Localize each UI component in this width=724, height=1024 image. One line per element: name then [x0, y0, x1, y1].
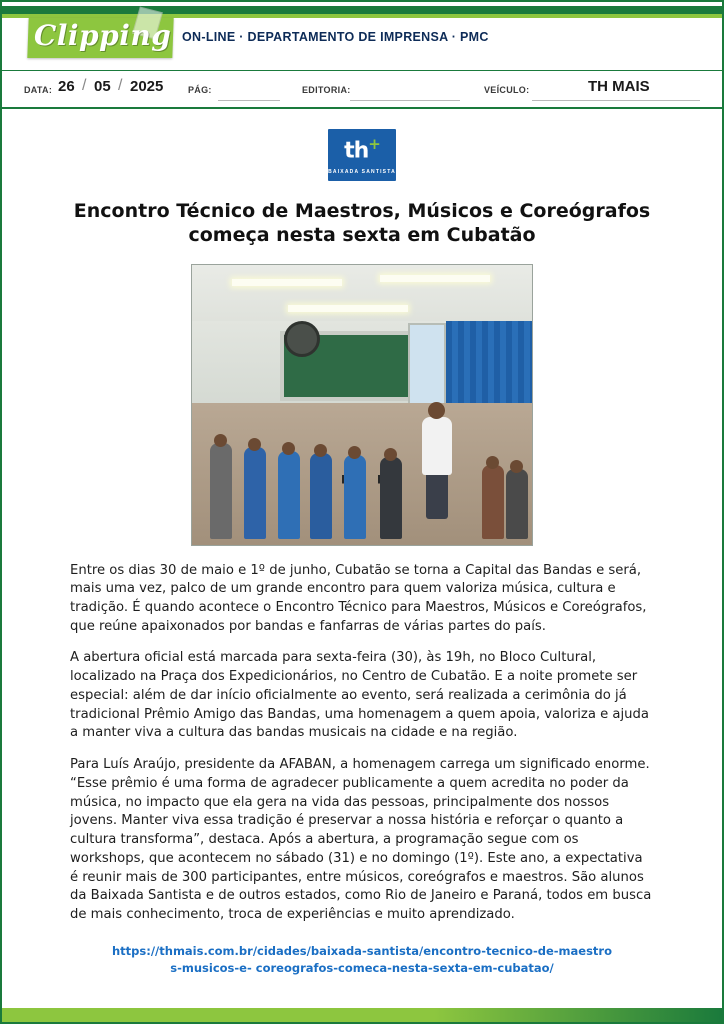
footer-gradient: [2, 1008, 722, 1022]
article-paragraph: Para Luís Araújo, presidente da AFABAN, a homenagem carrega um significado enorme. “Esse prêmio é uma forma de agradecer publicamente a quem acredita no poder da música, no impacto que ela gera na vida das pessoas, principalmente dos nossos jovens. Manter viva essa tradição é preservar a nossa história e reforçar o quanto a cultura transforma”, destaca. Após a abertura, a programação segue com os workshops, que acontecem no sábado (31) e no domingo (1º). Este ano, a expectativa é reunir mais de 300 participantes, entre músicos, coreógrafos e maestros. São alunos da Baixada Santista e de outros estados, como Rio de Janeiro e Paraná, todos em busca de mais conhecimento, troca de experiências e muito aprendizado.: [70, 757, 652, 922]
publication-logo-wrap: [70, 129, 654, 186]
photo-student: [244, 447, 266, 539]
photo-student: [310, 453, 332, 539]
photo-student-head: [248, 438, 261, 451]
photo-conductor-head: [428, 402, 445, 419]
photo-ceiling-light: [380, 275, 490, 282]
veiculo-label: VEÍCULO:: [484, 85, 530, 95]
photo-student: [380, 457, 402, 539]
article-paragraph: A abertura oficial está marcada para sexta-feira (30), às 19h, no Bloco Cultural, localizado na Praça dos Expedicionários, no Centro de Cubatão. E a noite promete ser especial: além de dar início oficialmente ao evento, será realizada a cerimônia do já tradicional Prêmio Amigo das Bandas, uma homenagem a quem apoia, valoriza e ajuda a manter viva a cultura das bandas musicais na cidade e na região.: [70, 650, 649, 741]
date-slash-1: /: [82, 77, 87, 94]
headline-line-1: Encontro Técnico de Maestros, Músicos e Coreógrafos: [73, 200, 651, 222]
th-mais-logo: [328, 129, 396, 181]
date-slash-2: /: [118, 77, 123, 94]
article-headline: [70, 200, 654, 248]
photo-student-head: [282, 442, 295, 455]
article-content: [2, 109, 722, 977]
photo-student: [210, 443, 232, 539]
photo-student: [506, 469, 528, 539]
article-paragraph: Entre os dias 30 de maio e 1º de junho, Cubatão se torna a Capital das Bandas e será, mais uma vez, palco de um grande encontro para quem valoriza música, cultura e tradição. É quando acontece o Encontro Técnico para Maestros, Músicos e Coreógrafos, que reúne apaixonados por bandas e fanfarras de várias partes do país.: [70, 562, 647, 634]
photo-ceiling-light: [232, 279, 342, 286]
logo-plus: +: [368, 135, 380, 153]
source-url-line-1[interactable]: https://thmais.com.br/cidades/baixada-santista/encontro-tecnico-de-maestros-musicos-e-: [112, 943, 612, 975]
photo-student-head: [384, 448, 397, 461]
veiculo-underline: [532, 100, 700, 101]
page-underline: [218, 100, 280, 101]
photo-ceiling-light: [288, 305, 408, 312]
date-year: 2025: [130, 78, 164, 95]
meta-row: [2, 70, 722, 109]
header-department-title: ON-LINE · DEPARTAMENTO DE IMPRENSA · PMC: [182, 30, 489, 44]
clipping-label: Clipping: [34, 19, 172, 52]
photo-fan: [284, 321, 320, 357]
photo-student: [344, 455, 366, 539]
photo-conductor-legs: [426, 471, 448, 519]
photo-conductor-torso: [422, 417, 452, 475]
footer-bar: [2, 1008, 722, 1022]
photo-student-head: [314, 444, 327, 457]
photo-student-head: [348, 446, 361, 459]
photo-student-head: [214, 434, 227, 447]
photo-student: [482, 465, 504, 539]
veiculo-value: TH MAIS: [588, 78, 650, 95]
article-photo: [191, 264, 533, 546]
photo-student-head: [486, 456, 499, 469]
editoria-underline: [350, 100, 460, 101]
logo-th: th: [344, 138, 369, 164]
photo-ceiling: [192, 265, 532, 321]
logo-text: [328, 135, 396, 163]
source-url-line-2[interactable]: coreografos-comeca-nesta-sexta-em-cubatao/: [255, 960, 554, 975]
photo-student: [278, 451, 300, 539]
page-header: [2, 2, 722, 70]
logo-subtitle: BAIXADA SANTISTA: [328, 169, 396, 175]
photo-window: [408, 323, 446, 405]
page-label: PÁG:: [188, 85, 212, 95]
date-day: 26: [58, 78, 75, 95]
date-month: 05: [94, 78, 111, 95]
photo-student-head: [510, 460, 523, 473]
source-url[interactable]: [70, 943, 654, 978]
date-label: DATA:: [24, 85, 53, 95]
editoria-label: EDITORIA:: [302, 85, 351, 95]
headline-line-2: começa nesta sexta em Cubatão: [188, 223, 536, 246]
